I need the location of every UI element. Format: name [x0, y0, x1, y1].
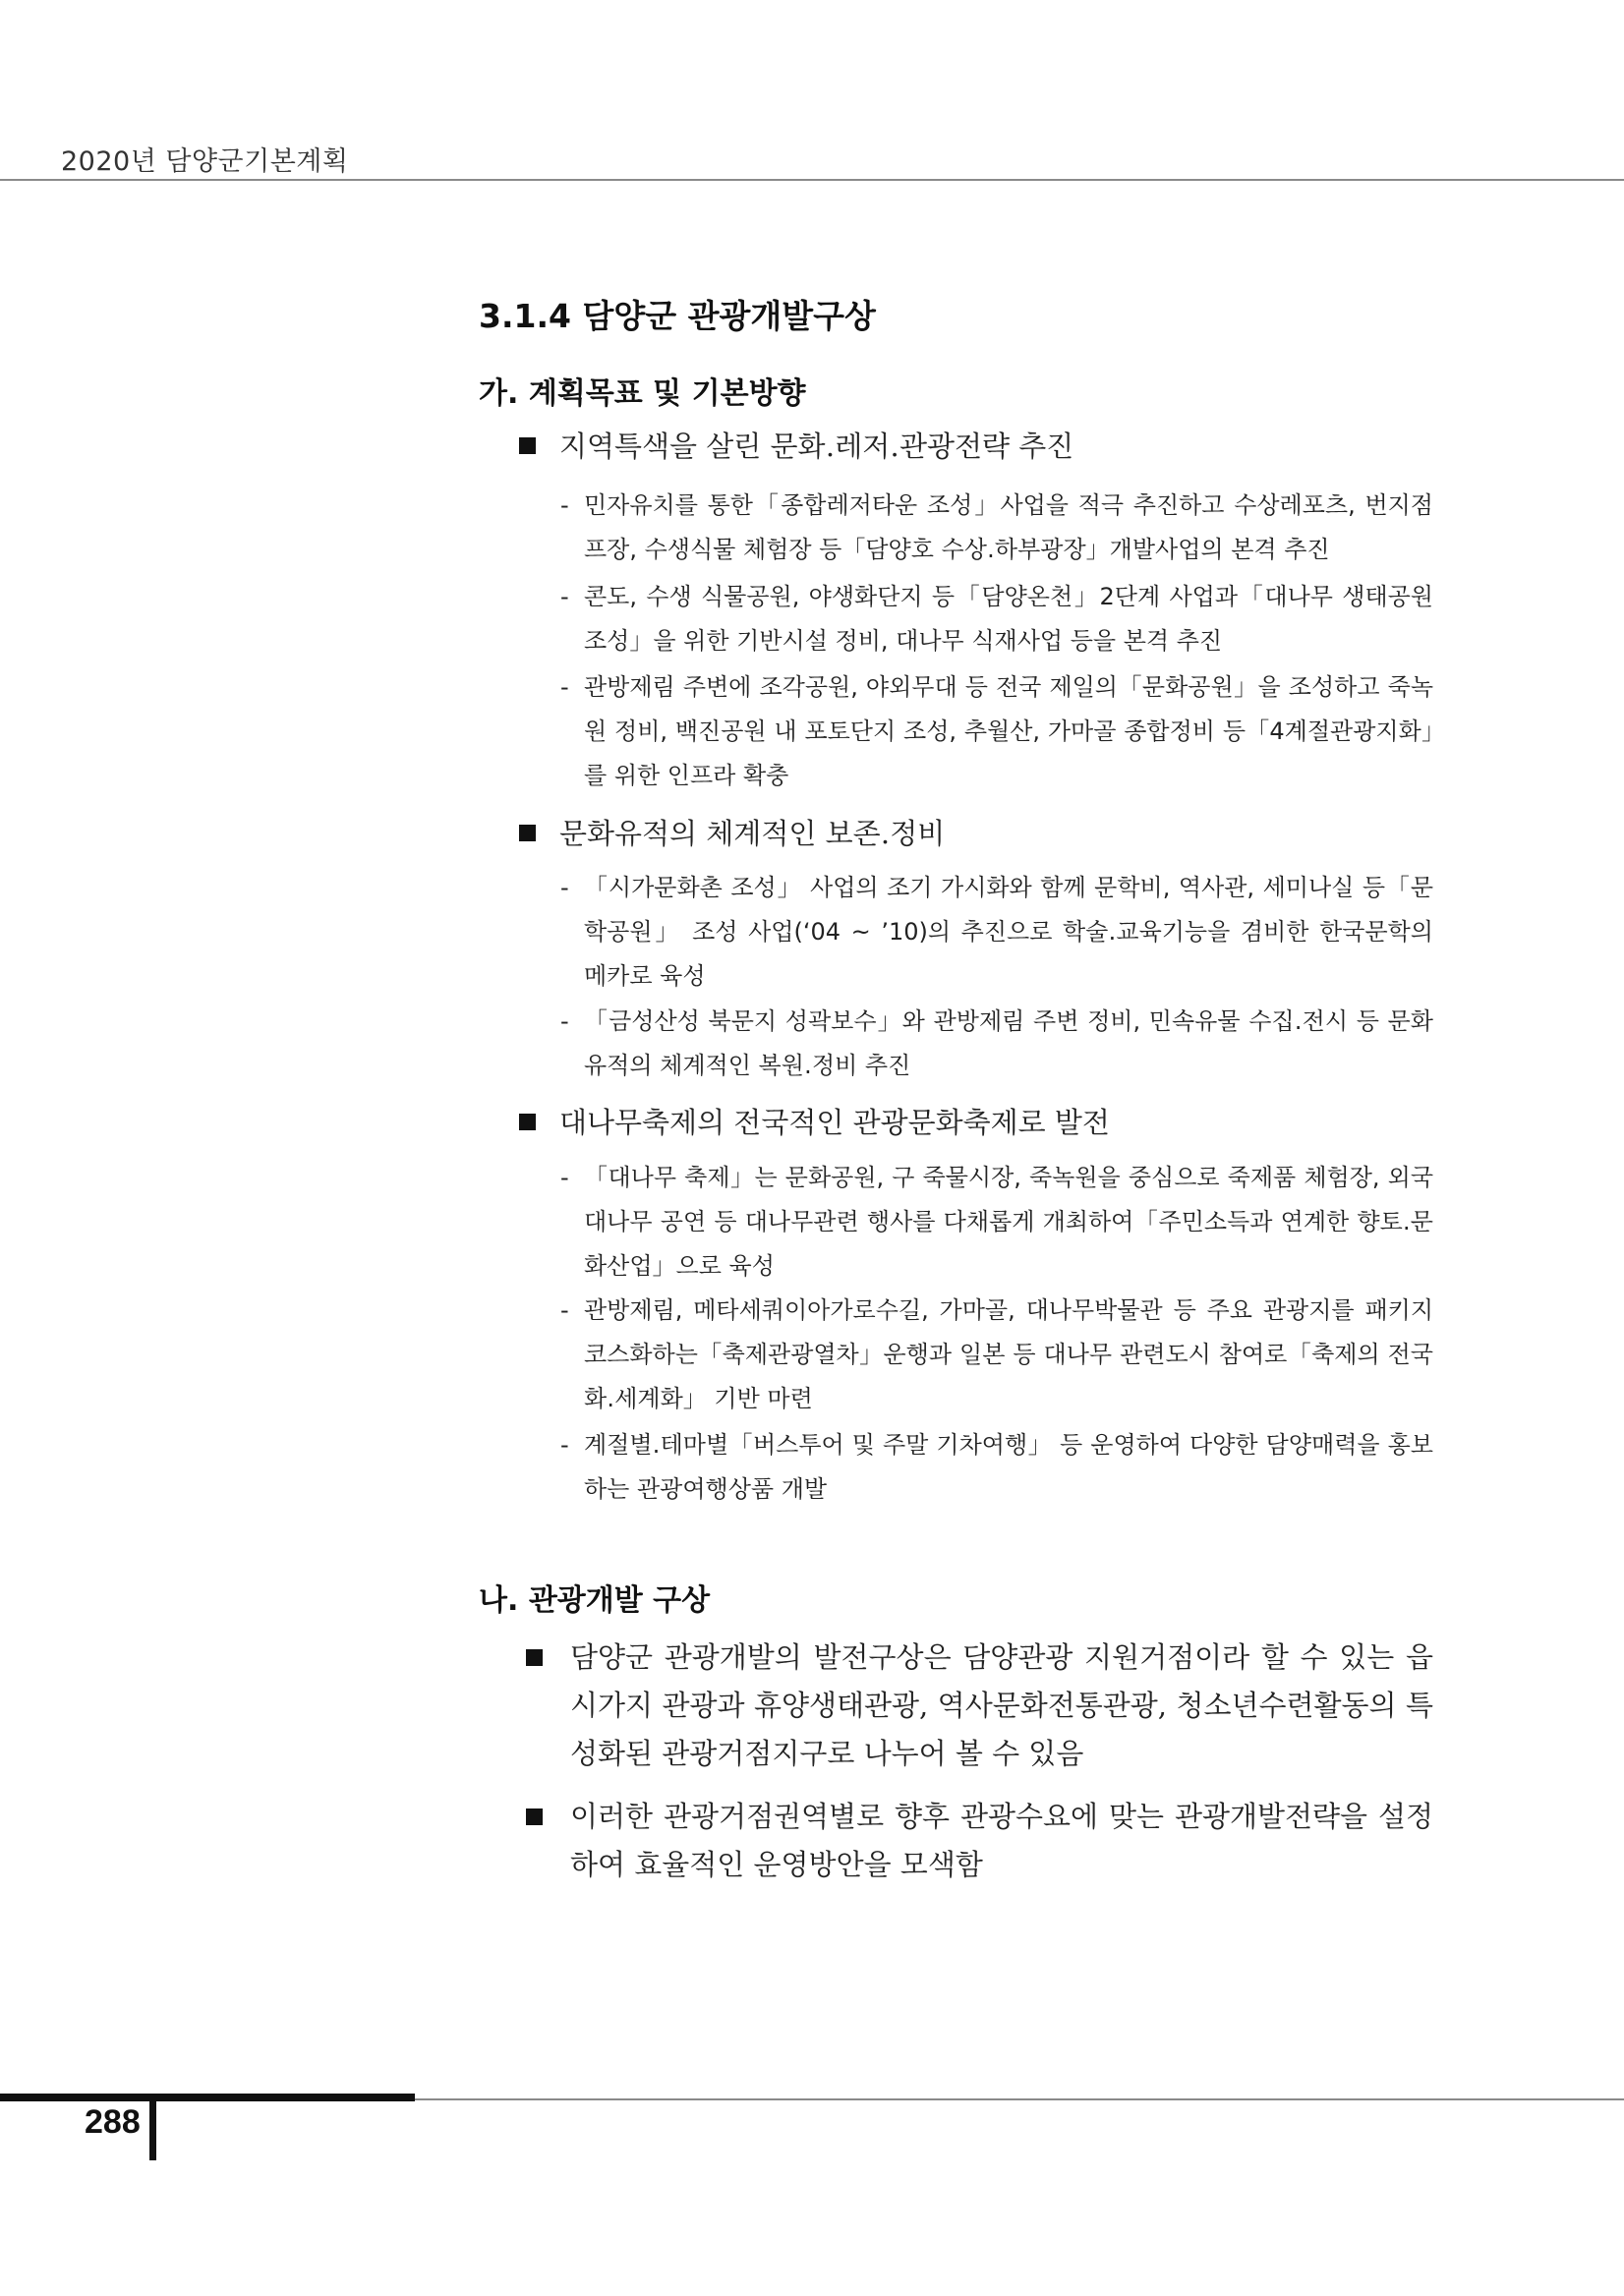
bullet-heading [519, 425, 1433, 465]
bullet-heading-label: 대나무축제의 전국적인 관광문화축제로 발전 [559, 1106, 1110, 1139]
dash-marker: - [560, 1007, 569, 1035]
page-number-bar [149, 2101, 156, 2160]
body-paragraph-text: 담양군 관광개발의 발전구상은 담양관광 지원거점이라 할 수 있는 읍시가지 관광과 휴양생태관광, 역사문화전통관광, 청소년수련활동의 특성화된 관광거점지구로 나누어 볼 수 있음 [570, 1640, 1433, 1770]
square-bullet-icon [519, 1114, 536, 1130]
detail-item [560, 665, 1433, 798]
detail-item [560, 484, 1433, 572]
section-title: 3.1.4 담양군 관광개발구상 [479, 297, 876, 335]
square-bullet-icon [519, 437, 536, 454]
detail-item [560, 1423, 1433, 1512]
square-bullet-icon [519, 825, 536, 841]
detail-item [560, 1156, 1433, 1289]
detail-item [560, 866, 1433, 999]
dash-marker: - [560, 1164, 569, 1191]
dash-marker: - [560, 673, 569, 701]
dash-marker: - [560, 583, 569, 610]
bullet-heading-label: 지역특색을 살린 문화․레저․관광전략 추진 [559, 430, 1074, 463]
detail-item-text: 「금성산성 북문지 성곽보수」와 관방제림 주변 정비, 민속유물 수집․전시 등 문화유적의 체계적인 복원․정비 추진 [584, 1007, 1433, 1079]
dash-marker: - [560, 1431, 569, 1459]
bullet-heading [519, 1101, 1433, 1141]
body-paragraph [526, 1634, 1433, 1778]
bullet-heading-label: 문화유적의 체계적인 보존․정비 [559, 817, 946, 850]
detail-item-text: 민자유치를 통한「종합레저타운 조성」사업을 적극 추진하고 수상레포츠, 번지점프장, 수생식물 체험장 등「담양호 수상․하부광장」개발사업의 본격 추진 [584, 491, 1433, 563]
dash-marker: - [560, 1296, 569, 1324]
detail-item-text: 계절별․테마별「버스투어 및 주말 기차여행」 등 운영하여 다양한 담양매력을 홍보하는 관광여행상품 개발 [584, 1431, 1433, 1503]
detail-item-text: 「대나무 축제」는 문화공원, 구 죽물시장, 죽녹원을 중심으로 죽제품 체험장, 외국 대나무 공연 등 대나무관련 행사를 다채롭게 개최하여「주민소득과 연계한 향토․문화산업」으로 육성 [584, 1164, 1433, 1280]
subsection-title-ga: 가. 계획목표 및 기본방향 [479, 376, 806, 411]
dash-marker: - [560, 874, 569, 901]
header-rule [0, 179, 1624, 181]
dash-marker: - [560, 491, 569, 519]
page-number: 288 [85, 2103, 141, 2141]
bullet-heading [519, 812, 1433, 852]
detail-item [560, 575, 1433, 663]
detail-item-text: 「시가문화촌 조성」 사업의 조기 가시화와 함께 문학비, 역사관, 세미나실 등「문학공원」 조성 사업(‘04 ~ ’10)의 추진으로 학술․교육기능을 겸비한 한국문학의 메카로 육성 [584, 874, 1433, 990]
detail-item [560, 1000, 1433, 1088]
square-bullet-icon [526, 1649, 543, 1666]
square-bullet-icon [526, 1808, 543, 1825]
subsection-title-na: 나. 관광개발 구상 [479, 1583, 711, 1618]
detail-item-text: 콘도, 수생 식물공원, 야생화단지 등「담양온천」2단계 사업과「대나무 생태공원조성」을 위한 기반시설 정비, 대나무 식재사업 등을 본격 추진 [584, 583, 1433, 655]
footer-thin-rule [415, 2098, 1624, 2100]
detail-item [560, 1289, 1433, 1421]
body-paragraph [526, 1793, 1433, 1889]
detail-item-text: 관방제림 주변에 조각공원, 야외무대 등 전국 제일의「문화공원」을 조성하고 죽녹원 정비, 백진공원 내 포토단지 조성, 추월산, 가마골 종합정비 등「4계절관광지화」를 위한 인프라 확충 [584, 673, 1433, 789]
footer-thick-rule [0, 2094, 415, 2101]
body-paragraph-text: 이러한 관광거점권역별로 향후 관광수요에 맞는 관광개발전략을 설정하여 효율적인 운영방안을 모색함 [570, 1800, 1433, 1881]
detail-item-text: 관방제림, 메타세쿼이아가로수길, 가마골, 대나무박물관 등 주요 관광지를 패키지 코스화하는「축제관광열차」운행과 일본 등 대나무 관련도시 참여로「축제의 전국화․세계화」 기반 마련 [584, 1296, 1433, 1412]
running-header: 2020년 담양군기본계획 [61, 146, 349, 177]
